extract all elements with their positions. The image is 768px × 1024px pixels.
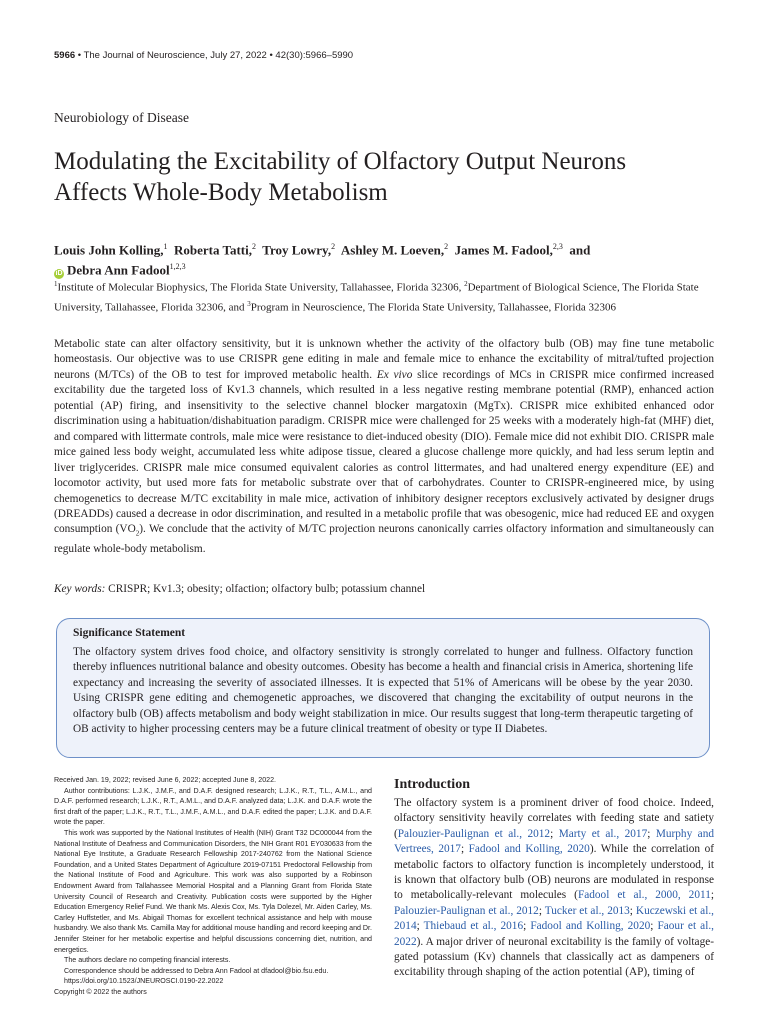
intro-text: ; — [550, 827, 559, 840]
significance-statement-box — [56, 618, 710, 758]
title-line-2: Affects Whole-Body Metabolism — [54, 179, 388, 206]
funding-acknowledgments: This work was supported by the National Institutes of Health (NIH) Grant T32 DC000044 from the National Institute of Deafness and Communication Disorders, the NIH Grant R01 EY030633 from the National Eye Institute, a Graduate Research Fellowship 2017-240762 from the National Science Foundation, and a United States Department of Agriculture 2019-07151 Predoctoral Fellowship from the National Institute of Food and Agriculture. This work was also supported by a Robinson Endowment Award from Tallahassee Memorial Hospital and a Planning Grant from Florida State University Council of Research and Creativity. Publication costs were supported by the Higher Education Emergency Relief Fund. We thank Ms. Alexis Cox, Ms. Tyla Dolezel, Mr. Aiden Carley, Ms. Carley Huffstetler, and Ms. Abigail Thomas for excellent technical assistance and help with mouse husbandry. We also thank Ms. Camilla May for additional mouse handling and record keeping and Dr. Jennifer Steiner for her metabolic expertise and helpful discussions concerning diet, nutrition, and energetics. — [54, 828, 372, 954]
article-title — [54, 146, 734, 208]
intro-text: ). A major driver of neuronal excitability is the family of voltage-gated potassium (Kv) channels that classically act as dampeners of excitability through shaping of the action potential (AP), timing of — [394, 935, 714, 979]
author-conjunction: and — [569, 242, 591, 258]
citation-link[interactable]: Kuczewski et al., 2014 — [394, 904, 714, 933]
keywords-text: CRISPR; Kv1.3; obesity; olfaction; olfactory bulb; potassium channel — [105, 583, 426, 595]
journal-citation: • The Journal of Neuroscience, July 27, 2022 • 42(30):5966–5990 — [77, 50, 354, 61]
author-name[interactable]: James M. Fadool, — [454, 242, 553, 258]
introduction-heading: Introduction — [394, 777, 470, 792]
affil-sup: 1 — [54, 280, 58, 288]
author-affil-sup: 2 — [251, 242, 256, 251]
affil-sup: 3 — [247, 299, 251, 308]
citation-link[interactable]: Fadool and Kolling, 2020 — [530, 920, 651, 933]
intro-text: ; — [538, 904, 545, 917]
intro-text: ; — [416, 920, 424, 933]
abstract-text: Metabolic state can alter olfactory sensitivity, but it is unknown whether the activity of the olfactory bulb (OB) may fine tune metabolic homeostasis. Our objective was to use CRISPR gene editing in male and female mice to enhance the excitability of mitral/tufted projection neurons (M/TCs) of the OB to test for improved metabolic health. — [54, 338, 714, 381]
citation-link[interactable]: Fadool and Kolling, 2020 — [468, 843, 590, 856]
intro-text: ). While the correlation of metabolic factors to olfactory function is incompletely understood, it is known that olfactory bulb (OB) neurons are modulated in response to metabolically-relevant molecules ( — [394, 843, 715, 902]
keywords — [54, 583, 714, 595]
affil-text: Program in Neuroscience, The Florida State University, Tallahassee, Florida 32306 — [250, 301, 617, 314]
citation-link[interactable]: Tucker et al., 2013 — [544, 904, 630, 917]
citation-link[interactable]: Faour et al., 2022 — [394, 920, 714, 948]
citation-link[interactable]: Palouzier-Paulignan et al., 2012 — [394, 904, 539, 917]
orcid-icon[interactable]: iD — [55, 269, 63, 277]
author-name[interactable]: Troy Lowry, — [262, 242, 332, 258]
title-line-1: Modulating the Excitability of Olfactory Output Neurons — [54, 148, 627, 175]
affil-sup: 2 — [464, 280, 468, 288]
article-footnotes — [54, 775, 372, 997]
abstract — [54, 337, 714, 558]
author-list — [54, 238, 734, 279]
intro-text: ; — [650, 920, 658, 933]
author-name[interactable]: Louis John Kolling, — [54, 242, 164, 258]
citation-link[interactable]: Palouzier-Paulignan et al., 2012 — [397, 827, 551, 840]
abstract-text: ). We conclude that the activity of M/TC projection neurons canonically carries olfactory information and simultaneously can regulate whole-body metabolism. — [54, 523, 714, 556]
author-contributions: Author contributions: L.J.K., J.M.F., and D.A.F. designed research; L.J.K., R.T., T.L., A.M.L., and D.A.F. performed research; L.J.K., R.T., A.M.L., and D.A.F. analyzed data; L.J.K. and D.A.F. wrote the first draft of the paper; L.J.K., R.T., T.L., J.M.F., A.M.L., and D.A.F. edited the paper; L.J.K. and D.A.F. wrote the paper. — [54, 786, 372, 827]
affil-text: Department of Biological Science, The Florida State University, Tallahassee, Florida 32306, and — [54, 281, 699, 314]
doi-link[interactable]: https://doi.org/10.1523/JNEUROSCI.0190-22.2022 — [64, 977, 224, 986]
author-affil-sup: 2 — [444, 242, 449, 251]
intro-text: ; — [710, 889, 714, 902]
section-label: Neurobiology of Disease — [54, 110, 189, 125]
copyright: Copyright © 2022 the authors — [54, 987, 147, 996]
keywords-label: Key words: — [54, 583, 106, 595]
received-dates: Received Jan. 19, 2022; revised June 6, 2022; accepted June 8, 2022. — [54, 776, 277, 784]
author-affil-sup: 2,3 — [552, 242, 563, 251]
competing-interests: The authors declare no competing financial interests. — [64, 956, 231, 965]
author-name[interactable]: Ashley M. Loeven, — [340, 242, 445, 258]
author-affil-sup: 2 — [331, 242, 336, 251]
running-head — [54, 50, 353, 61]
affil-text: Institute of Molecular Biophysics, The Florida State University, Tallahassee, Florida 32306, — [57, 281, 465, 294]
significance-text: The olfactory system drives food choice, and olfactory sensitivity is strongly correlated to hunger and fullness. Olfactory function thereby influences nutritional balance and obesity outcomes. Obesity has become a health and financial crisis in America, shortening life expectancy and increasing the severity of associated illnesses. It is expected that 51% of Americans will be obese by the year 2030. Using CRISPR gene editing and chemogenetic approaches, we discovered that changing the excitability of output neurons in the olfactory bulb (OB) affects metabolism and body weight stabilization in mice. Our results suggest that long-term therapeutic targeting of OB activity to higher processing centers may be a future clinical treatment of obesity or type II Diabetes. — [73, 646, 693, 736]
abstract-text: slice recordings of MCs in CRISPR mice confirmed increased excitability due the targeted loss of Kv1.3 channels, which resulted in a less negative resting membrane potential (RMP), enhanced action potential (AP) firing, and insensitivity to the selective channel blocker margatoxin (MgTx). CRISPR mice exhibited enhanced odor discrimination using a habituation/dishabituation paradigm. CRISPR mice were challenged for 25 weeks with a moderately high-fat (MHF) diet, and compared with littermate controls, male mice were resistance to diet-induced obesity (DIO). Female mice did not exhibit DIO. CRISPR male mice gained less body weight, accumulated less white adipose tissue, cleared a glucose challenge more quickly, and had less serum leptin and liver triglycerides. CRISPR male mice consumed equivalent calories as control littermates, and had unaltered energy expenditure (EE) and locomotor activity, but used more fats for metabolic substrate over that of carbohydrates. Counter to CRISPR-engineered mice, by using chemogenetics to decrease M/TC excitability in male mice, activation of inhibitory designer receptors exclusively activated by designer drugs (DREADDs) caused a decrease in odor discrimination, and resulted in a metabolic profile that was obesogenic, mice had reduced EE and oxygen consumption (VO — [54, 368, 714, 536]
author-affil-sup: 1,2,3 — [169, 262, 186, 272]
citation-link[interactable]: Fadool et al., 2000, 2011 — [577, 889, 711, 902]
author-name[interactable]: Roberta Tatti, — [173, 242, 252, 258]
intro-text: ; — [523, 920, 531, 933]
page-number: 5966 — [54, 50, 76, 61]
intro-text: ; — [460, 843, 469, 856]
citation-link[interactable]: Thiebaud et al., 2016 — [423, 920, 524, 933]
intro-text: The olfactory system is a prominent driver of food choice. Indeed, olfactory sensitivity heavily correlates with feeding state and satiety ( — [394, 797, 714, 840]
intro-text: ; — [647, 827, 656, 840]
citation-link[interactable]: Murphy and Vertrees, 2017 — [394, 827, 714, 856]
author-affil-sup: 1 — [163, 242, 168, 251]
abstract-subscript: 2 — [135, 529, 140, 538]
affiliations — [54, 276, 734, 315]
intro-text: ; — [629, 904, 636, 917]
significance-heading: Significance Statement — [73, 627, 186, 639]
author-name[interactable]: Debra Ann Fadool — [67, 262, 170, 278]
citation-link[interactable]: Marty et al., 2017 — [558, 827, 648, 840]
introduction-text — [394, 796, 714, 981]
abstract-italic: Ex vivo — [376, 368, 413, 381]
correspondence: Correspondence should be addressed to Debra Ann Fadool at dfadool@bio.fsu.edu. — [64, 966, 329, 975]
